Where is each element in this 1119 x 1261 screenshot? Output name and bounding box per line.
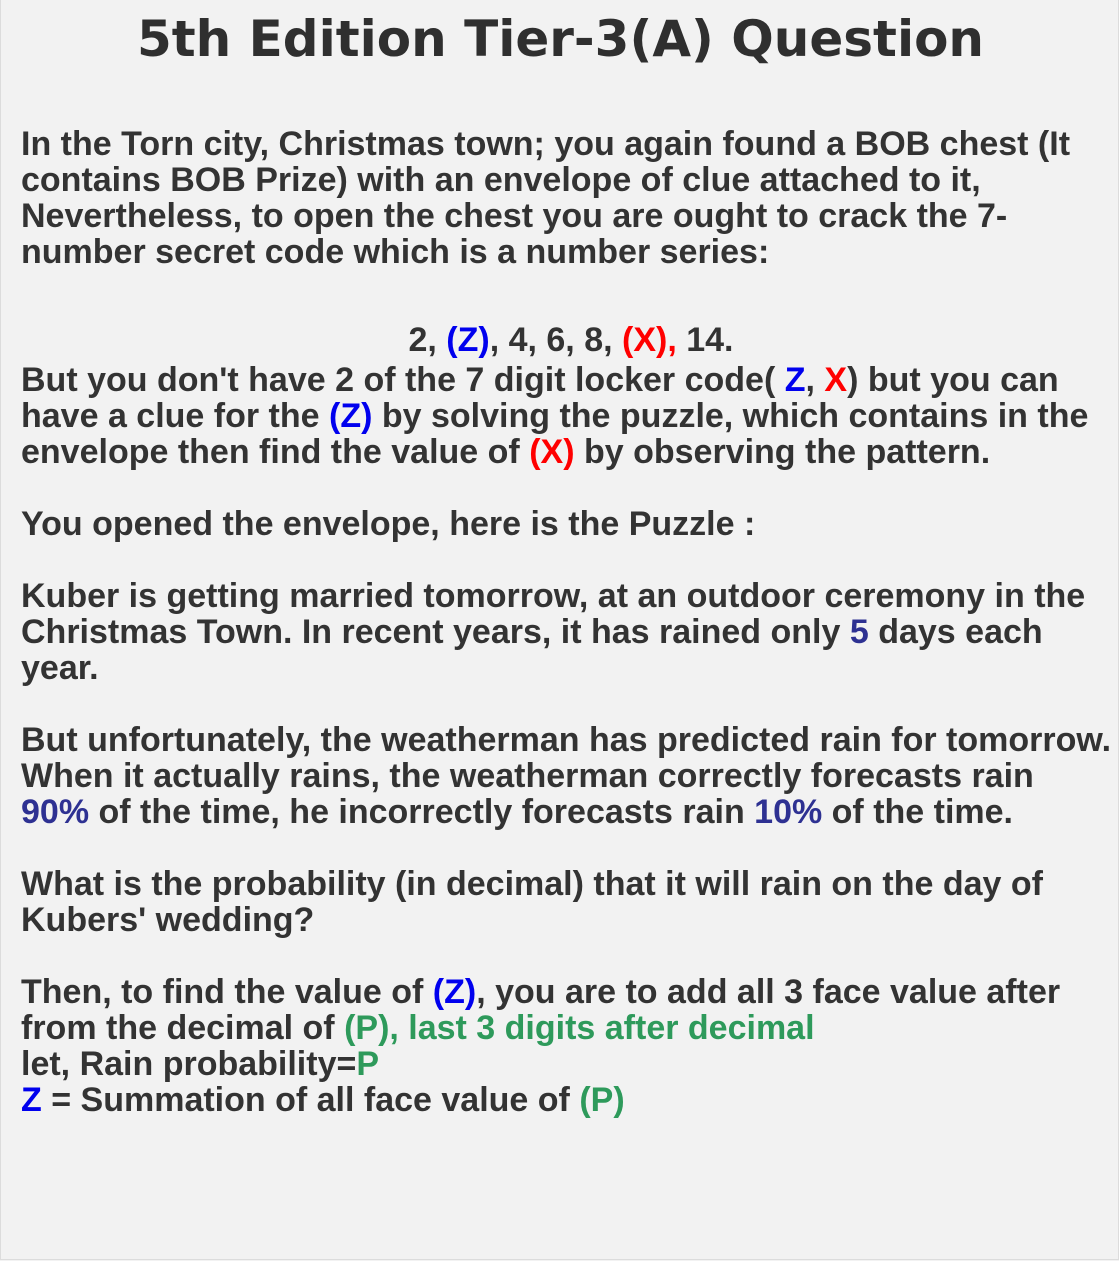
series-z: (Z) bbox=[446, 321, 490, 359]
missing-x: X bbox=[824, 361, 848, 399]
missing-text-2: ) but you can have a clue for the bbox=[21, 361, 1059, 435]
kuber-days-value: 5 bbox=[849, 613, 869, 651]
missing-x-paren: (X) bbox=[529, 433, 575, 471]
missing-z-paren: (Z) bbox=[329, 397, 373, 435]
series-x: (X), bbox=[622, 321, 677, 359]
find-paragraph bbox=[21, 974, 1111, 1118]
weather-10-percent: 10% bbox=[754, 793, 823, 831]
spacer bbox=[21, 686, 1111, 722]
weather-text-2: of the time, he incorrectly forecasts rain bbox=[89, 793, 755, 831]
kuber-text-1: Kuber is getting married tomorrow, at an outdoor ceremony in the Christmas Town. In recent years, it has rained only bbox=[21, 577, 1086, 651]
find-z-paren: (Z) bbox=[432, 973, 477, 1011]
missing-text-3: by solving the puzzle, which contains in the envelope then find the value of bbox=[21, 397, 1089, 471]
puzzle-content bbox=[21, 126, 1111, 1118]
weather-text-1: But unfortunately, the weatherman has predicted rain for tomorrow. When it actually rains, the weatherman correctly forecasts rain bbox=[21, 721, 1112, 795]
spacer bbox=[21, 938, 1111, 974]
series-middle: , 4, 6, 8, bbox=[489, 321, 623, 359]
intro-paragraph: In the Torn city, Christmas town; you again found a BOB chest (It contains BOB Prize) with an envelope of clue attached to it, Nevertheless, to open the chest you are ought to crack the 7-number secret code which is a number series: bbox=[21, 125, 1071, 271]
page-title: 5th Edition Tier-3(A) Question bbox=[136, 10, 985, 68]
find-let-prefix: let, Rain probability= bbox=[21, 1045, 357, 1083]
spacer bbox=[21, 830, 1111, 866]
find-p: P bbox=[356, 1045, 380, 1083]
weather-paragraph bbox=[21, 722, 1111, 830]
weather-text-3: of the time. bbox=[822, 793, 1014, 831]
number-series bbox=[21, 322, 1111, 362]
find-p-note: (P), last 3 digits after decimal bbox=[344, 1009, 815, 1047]
find-text-2: , you are to add all 3 face value after from the decimal of bbox=[21, 973, 1061, 1047]
opened-paragraph: You opened the envelope, here is the Puzzle : bbox=[21, 505, 756, 543]
series-last: 14. bbox=[676, 321, 734, 359]
weather-90-percent: 90% bbox=[21, 793, 90, 831]
missing-text-4: by observing the pattern. bbox=[574, 433, 991, 471]
kuber-paragraph bbox=[21, 578, 1111, 686]
series-first: 2, bbox=[408, 321, 447, 359]
spacer bbox=[21, 542, 1111, 578]
find-sum-text: = Summation of all face value of bbox=[41, 1081, 580, 1119]
find-p-paren: (P) bbox=[579, 1081, 625, 1119]
kuber-text-2: days each year. bbox=[21, 613, 1043, 687]
find-z: Z bbox=[21, 1081, 42, 1119]
spacer bbox=[21, 470, 1111, 506]
missing-z: Z bbox=[784, 361, 806, 399]
missing-comma: , bbox=[805, 361, 825, 399]
missing-code-paragraph bbox=[21, 362, 1111, 470]
missing-text-1: But you don't have 2 of the 7 digit locker code( bbox=[21, 361, 785, 399]
find-text-1: Then, to find the value of bbox=[21, 973, 433, 1011]
question-paragraph: What is the probability (in decimal) that it will rain on the day of Kubers' wedding? bbox=[21, 865, 1043, 939]
